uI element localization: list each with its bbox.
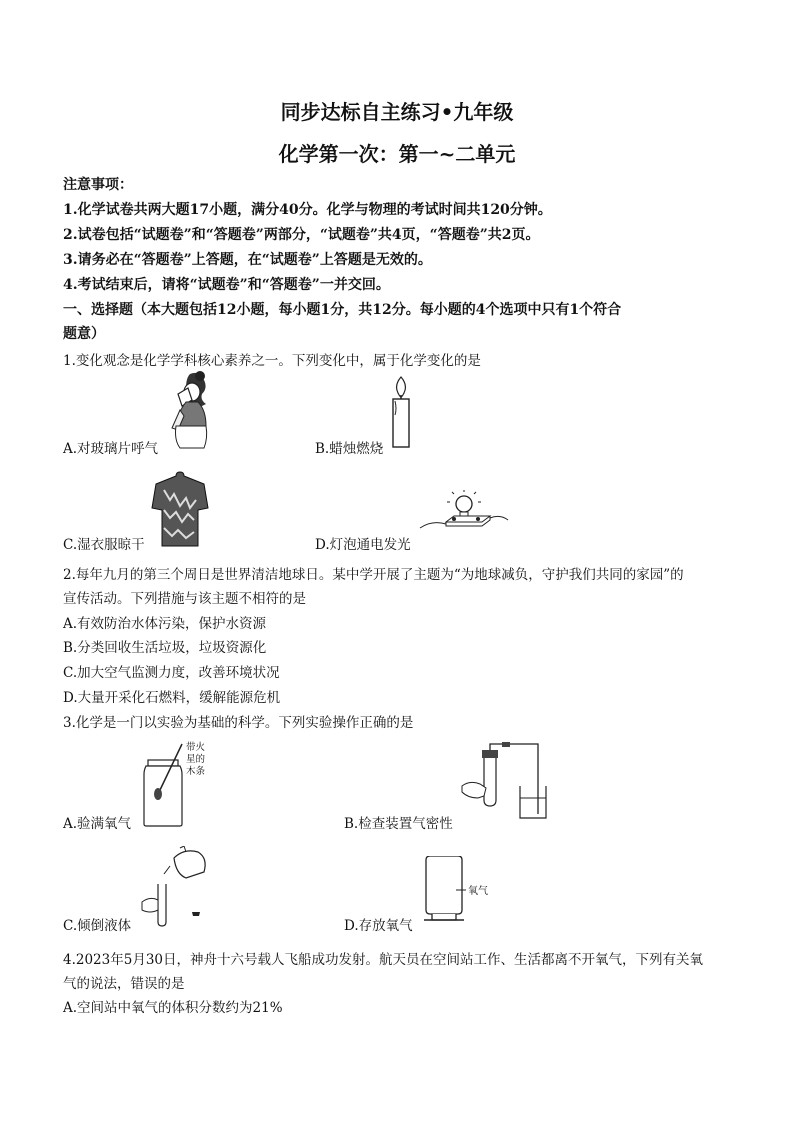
q1-stem: 1.变化观念是化学学科核心素养之一。下列变化中，属于化学变化的是 — [63, 353, 481, 369]
note-item-2: 2.试卷包括“试题卷”和“答题卷”两部分，“试题卷”共4页，“答题卷”共2页。 — [63, 227, 540, 243]
q4-option-a: A.空间站中氧气的体积分数约为21% — [63, 1000, 283, 1016]
q3-pouring-liquid-illustration — [130, 846, 222, 928]
q3-option-c: C.倾倒液体 — [63, 918, 132, 934]
q3-a-label-line2: 星的 — [186, 754, 206, 765]
q1-option-c: C.湿衣服晾干 — [63, 537, 145, 553]
note-item-1: 1.化学试卷共两大题17小题，满分40分。化学与物理的考试时间共120分钟。 — [63, 202, 552, 218]
q1-light-bulb-illustration — [418, 490, 510, 536]
notes-heading: 注意事项： — [63, 177, 133, 193]
q3-a-label — [186, 742, 205, 778]
q1-option-b: B.蜡烛燃烧 — [315, 441, 384, 457]
q3-option-d: D.存放氧气 — [344, 918, 413, 934]
q3-stem: 3.化学是一门以实验为基础的科学。下列实验操作正确的是 — [63, 715, 414, 731]
q2-option-c: C.加大空气监测力度，改善环境状况 — [63, 665, 280, 681]
page-subtitle: 化学第一次：第一~二单元 — [278, 142, 516, 166]
q1-option-a: A.对玻璃片呼气 — [63, 441, 159, 457]
q1-wet-clothes-illustration — [150, 470, 210, 548]
section1-heading-line2: 题意） — [63, 326, 105, 342]
note-item-4: 4.考试结束后，请将“试题卷”和“答题卷”一并交回。 — [63, 277, 390, 293]
q1-candle-illustration — [388, 375, 414, 449]
q2-option-b: B.分类回收生活垃圾，垃圾资源化 — [63, 640, 267, 656]
q3-a-label-line1: 带火 — [186, 742, 206, 753]
note-item-3: 3.请务必在“答题卷”上答题，在“试题卷”上答题是无效的。 — [63, 252, 432, 268]
page-title: 同步达标自主练习•九年级 — [280, 100, 514, 124]
q3-d-label: 氧气 — [468, 886, 488, 897]
section1-heading-line1: 一、选择题（本大题包括12小题，每小题1分，共12分。每小题的4个选项中只有1个符合 — [63, 302, 622, 318]
q4-stem-line2: 气的说法，错误的是 — [63, 976, 185, 992]
q4-stem-line1: 4.2023年5月30日，神舟十六号载人飞船成功发射。航天员在空间站工作、生活都离不开氧气，下列有关氧 — [63, 952, 704, 968]
q3-option-a: A.验满氧气 — [63, 816, 132, 832]
q2-option-d: D.大量开采化石燃料，缓解能源危机 — [63, 690, 281, 706]
q3-a-label-line3: 木条 — [186, 766, 206, 777]
q3-option-b: B.检查装置气密性 — [344, 816, 453, 832]
q3-airtightness-check-illustration — [458, 742, 550, 824]
q2-stem-line2: 宣传活动。下列措施与该主题不相符的是 — [63, 591, 306, 607]
q1-option-d: D.灯泡通电发光 — [315, 537, 411, 553]
q2-stem-line1: 2.每年九月的第三个周日是世界清洁地球日。某中学开展了主题为“为地球减负，守护我们共同的家园”的 — [63, 567, 684, 583]
q2-option-a: A.有效防治水体污染，保护水资源 — [63, 616, 267, 632]
q3-oxygen-bottle-illustration — [420, 856, 468, 922]
q1-girl-breathing-illustration — [160, 370, 212, 452]
